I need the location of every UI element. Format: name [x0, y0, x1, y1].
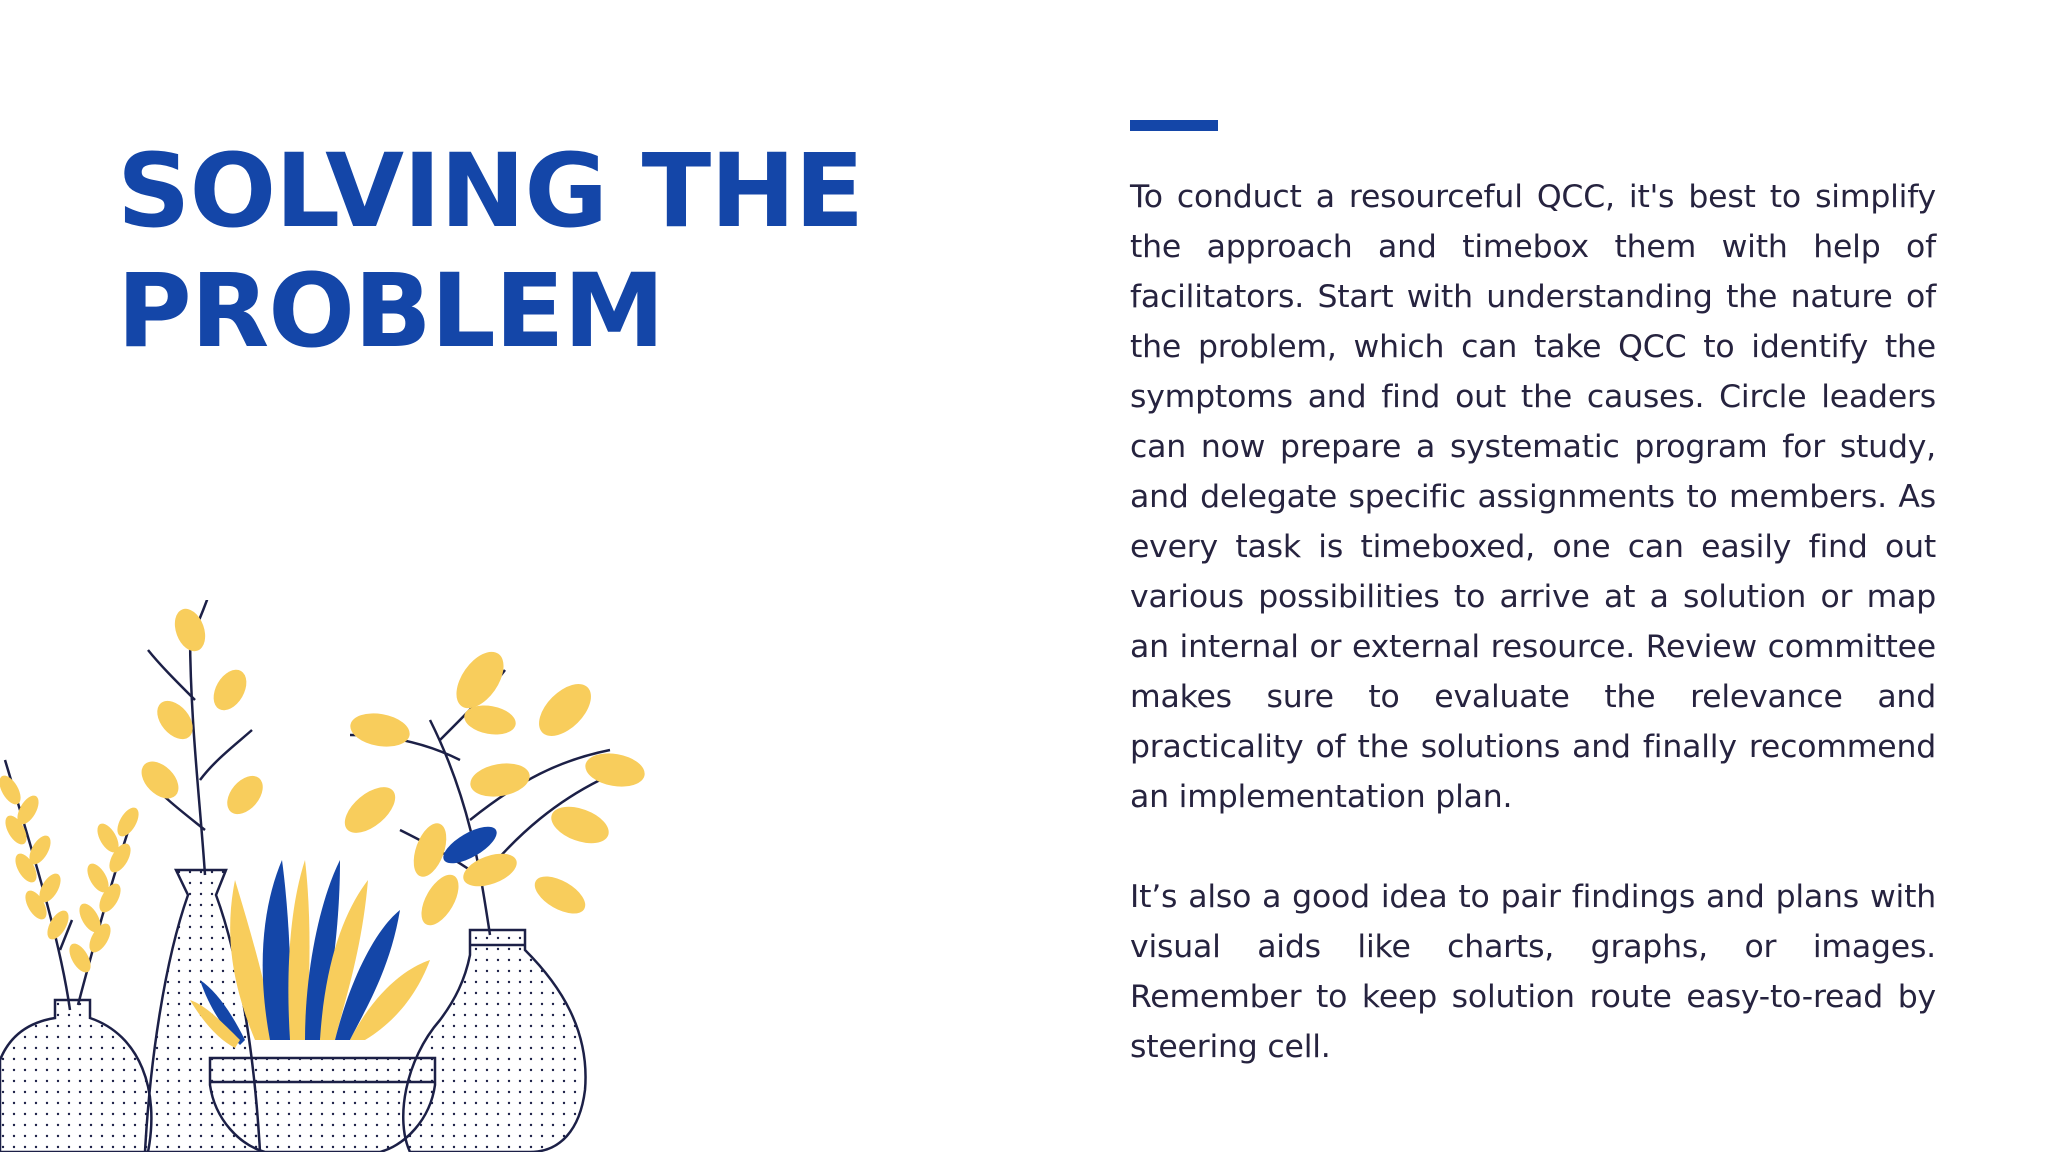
title-line-1: SOLVING THE: [117, 132, 864, 251]
paragraph-1: To conduct a resourceful QCC, it's best to simplify the approach and timebox them with help of facilitators. Start with understanding the nature of the problem, which can take QCC to identify the symptoms and find out the causes. Circle leaders can now prepare a systematic program for study, and delegate specific assignments to members. As every task is timeboxed, one can easily find out various possibilities to arrive at a solution or map an internal or external resource. Review committee makes sure to evaluate the relevance and practicality of the solutions and finally recommend an implementation plan.: [1130, 179, 1936, 815]
accent-bar: [1130, 120, 1218, 131]
body-text: [1130, 172, 1936, 1072]
bowl-pot-icon: [210, 1058, 435, 1152]
bottle-vase-icon: [403, 930, 585, 1152]
potted-plants-illustration: [0, 600, 660, 1152]
branch-leaves-icon: [135, 605, 270, 821]
slide-title: [117, 132, 897, 372]
title-line-2: PROBLEM: [117, 252, 664, 371]
round-vase-icon: [0, 1000, 151, 1152]
paragraph-2: It’s also a good idea to pair findings and plans with visual aids like charts, graphs, or images. Remember to keep solution route easy-to-read by steering cell.: [1130, 879, 1936, 1065]
wheat-leaves-icon: [0, 772, 143, 976]
leaf-plant-leaves-icon: [337, 643, 648, 931]
